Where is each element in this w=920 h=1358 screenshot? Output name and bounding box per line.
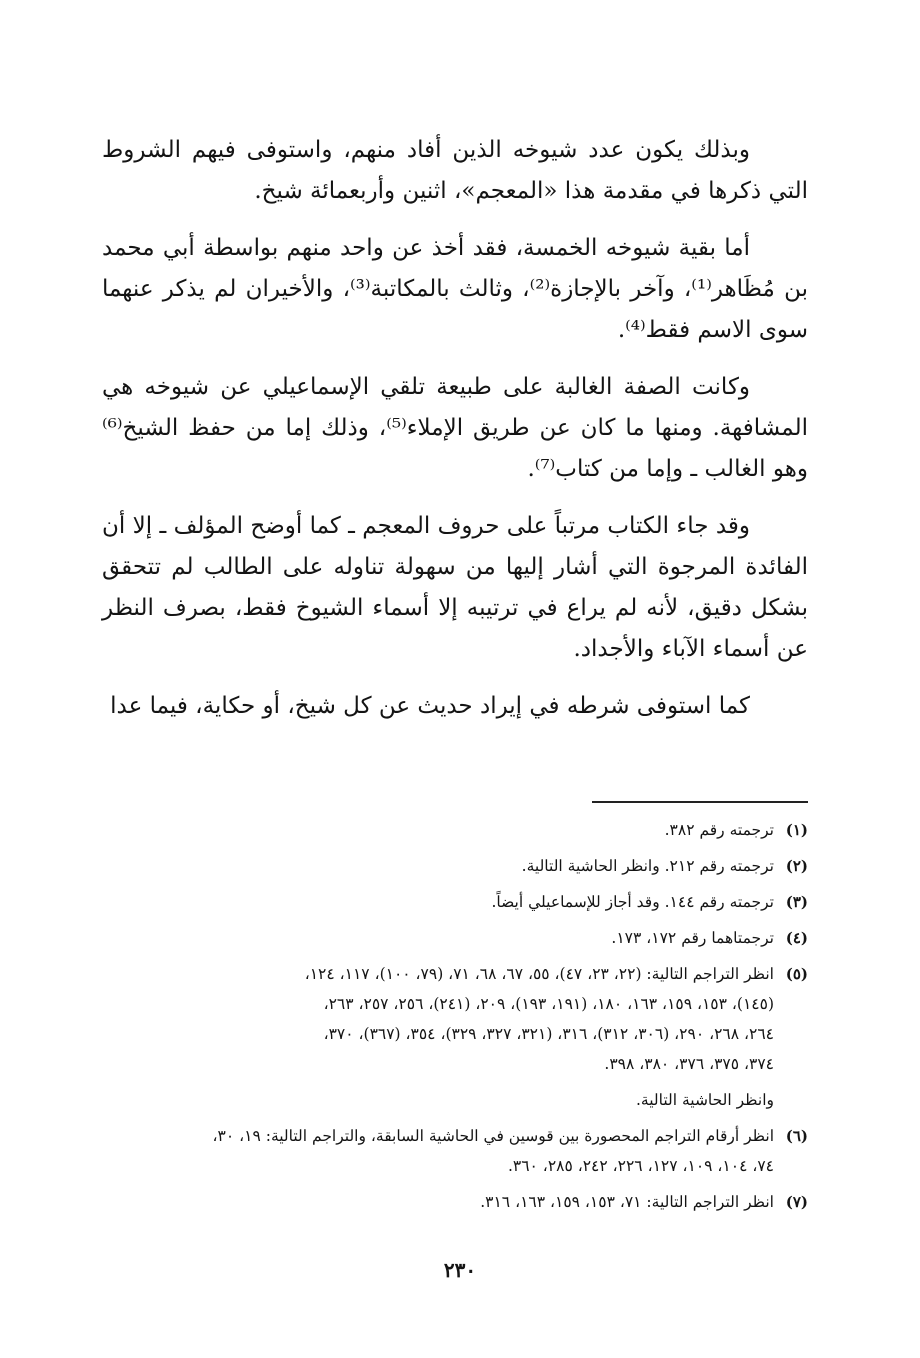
footnote-text: ترجمته رقم ٢١٢. وانظر الحاشية التالية. — [521, 857, 774, 875]
footnote-text: ترجمتاهما رقم ١٧٢، ١٧٣. — [611, 929, 774, 947]
footnote-3 — [102, 887, 808, 917]
footnote-text-line-2: (١٤٥)، ١٥٣، ١٥٩، ١٦٣، ١٨٠، (١٩١، ١٩٣)، ٢٠٩، (٢٤١)، ٢٥٦، ٢٥٧، ٢٦٣، — [323, 995, 774, 1013]
footnote-text: ترجمته رقم ٣٨٢. — [664, 821, 774, 839]
footnote-number: (٢) — [785, 857, 808, 875]
footnote-5 — [102, 959, 808, 1079]
footnote-5-continuation: وانظر الحاشية التالية. — [635, 1091, 774, 1109]
footnote-1 — [102, 815, 808, 845]
main-text — [102, 130, 808, 727]
footnote-2 — [102, 851, 808, 881]
footnote-number: (٣) — [785, 893, 808, 911]
footnote-number: (٧) — [785, 1193, 808, 1211]
footnote-number: (١) — [785, 821, 808, 839]
page-content — [102, 130, 808, 1223]
paragraph-4: وقد جاء الكتاب مرتباً على حروف المعجم ـ كما أوضح المؤلف ـ إلا أن الفائدة المرجوة التي أشار إليها من سهولة تناوله على الطالب لم تتحقق بشكل دقيق، لأنه لم يراع في ترتيبه إلا أسماء الشيوخ فقط، بصرف النظر عن أسماء الآباء والأجداد. — [102, 513, 808, 662]
page-number: ٢٣٠ — [443, 1258, 477, 1282]
footnotes — [102, 815, 808, 1217]
footnote-divider — [592, 801, 808, 803]
footnote-text: ترجمته رقم ١٤٤. وقد أجاز للإسماعيلي أيضاً. — [491, 893, 774, 911]
footnote-6 — [102, 1121, 808, 1181]
footnote-text-line-1: انظر التراجم التالية: (٢٢، ٢٣، ٤٧)، ٥٥، ٦٧، ٦٨، ٧١، (٧٩، ١٠٠)، ١١٧، ١٢٤، — [304, 965, 774, 983]
footnote-text-line-4: ٣٧٤، ٣٧٥، ٣٧٦، ٣٨٠، ٣٩٨. — [604, 1055, 774, 1073]
footnote-7 — [102, 1187, 808, 1217]
paragraph-1: وبذلك يكون عدد شيوخه الذين أفاد منهم، واستوفى فيهم الشروط التي ذكرها في مقدمة هذا «المعجم»، اثنين وأربعمائة شيخ. — [102, 137, 808, 204]
footnote-text: انظر التراجم التالية: ٧١، ١٥٣، ١٥٩، ١٦٣، ٣١٦. — [480, 1193, 774, 1211]
footnote-number: (٥) — [785, 965, 808, 983]
footnote-number: (٤) — [785, 929, 808, 947]
paragraph-3: وكانت الصفة الغالبة على طبيعة تلقي الإسماعيلي عن شيوخه هي المشافهة. ومنها ما كان عن طريق الإملاء⁽⁵⁾، وذلك إما من حفظ الشيخ⁽⁶⁾ وهو الغالب ـ وإما من كتاب⁽⁷⁾. — [102, 374, 809, 482]
footnote-text-line-3: ٢٦٤، ٢٦٨، ٢٩٠، (٣٠٦، ٣١٢)، ٣١٦، (٣٢١، ٣٢٧، ٣٢٩)، ٣٥٤، (٣٦٧)، ٣٧٠، — [323, 1025, 774, 1043]
paragraph-5: كما استوفى شرطه في إيراد حديث عن كل شيخ، أو حكاية، فيما عدا — [110, 693, 750, 719]
footnote-4 — [102, 923, 808, 953]
footnote-text-line-1: انظر أرقام التراجم المحصورة بين قوسين في الحاشية السابقة، والتراجم التالية: ١٩، ٣٠، — [212, 1127, 774, 1145]
paragraph-2: أما بقية شيوخه الخمسة، فقد أخذ عن واحد منهم بواسطة أبي محمد بن مُظَاهر⁽¹⁾، وآخر بالإجازة⁽²⁾، وثالث بالمكاتبة⁽³⁾، والأخيران لم يذكر عنهما سوى الاسم فقط⁽⁴⁾. — [102, 235, 808, 343]
footnote-number: (٦) — [785, 1127, 808, 1145]
footnote-text-line-2: ٧٤، ١٠٤، ١٠٩، ١٢٧، ٢٢٦، ٢٤٢، ٢٨٥، ٣٦٠. — [507, 1157, 774, 1175]
